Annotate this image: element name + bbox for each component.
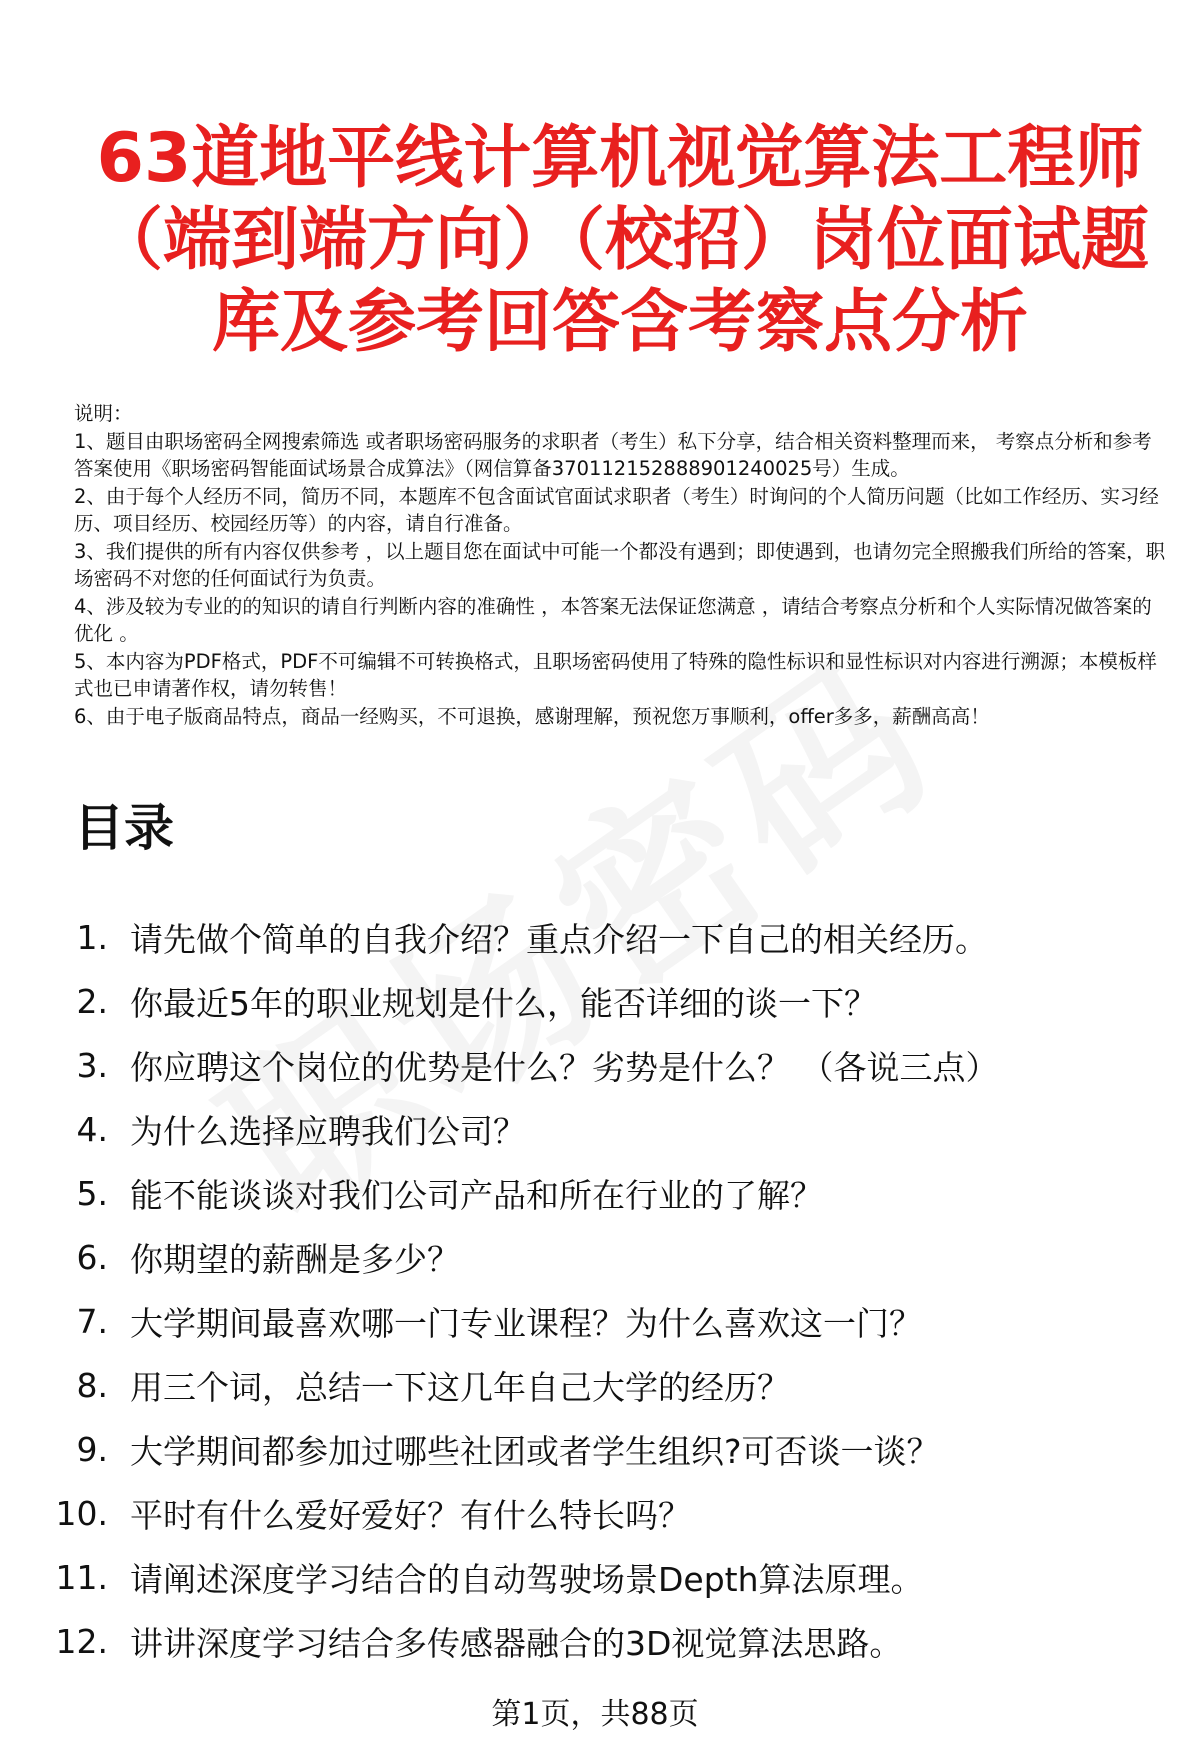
toc-item-text: 平时有什么爱好爱好？有什么特长吗？	[130, 1495, 691, 1535]
toc-item[interactable]	[50, 1225, 1160, 1289]
toc-item-number: 5.	[76, 1173, 108, 1213]
toc-item-text: 大学期间最喜欢哪一门专业课程？为什么喜欢这一门？	[130, 1303, 922, 1343]
instruction-item-5: 5、本内容为PDF格式，PDF不可编辑不可转换格式，且职场密码使用了特殊的隐性标识和显性标识对内容进行溯源；本模板样式也已申请著作权，请勿转售！	[74, 649, 1157, 700]
toc-item-number: 8.	[76, 1365, 108, 1405]
title-line-3: 库及参考回答含考察点分析	[211, 283, 1028, 362]
toc-item[interactable]	[50, 1289, 1160, 1353]
toc-list	[50, 905, 1160, 1673]
toc-item-text: 大学期间都参加过哪些社团或者学生组织?可否谈一谈？	[130, 1431, 940, 1471]
instruction-item-2: 2、由于每个人经历不同，简历不同，本题库不包含面试官面试求职者（考生）时询问的个人简历问题（比如工作经历、实习经历、项目经历、校园经历等）的内容，请自行准备。	[74, 484, 1159, 535]
toc-item[interactable]	[50, 1545, 1160, 1609]
toc-item-number: 2.	[76, 981, 108, 1021]
instruction-item-3: 3、我们提供的所有内容仅供参考 ，以上题目您在面试中可能一个都没有遇到；即使遇到，也请勿完全照搬我们所给的答案，职场密码不对您的任何面试行为负责。	[74, 539, 1166, 590]
instruction-item-6: 6、由于电子版商品特点，商品一经购买，不可退换，感谢理解，预祝您万事顺利，offer多多，薪酬高高！	[74, 704, 990, 728]
toc-heading: 目录	[74, 799, 174, 857]
toc-item-number: 4.	[76, 1109, 108, 1149]
toc-item-text: 讲讲深度学习结合多传感器融合的3D视觉算法思路。	[130, 1623, 903, 1663]
toc-item[interactable]	[50, 905, 1160, 969]
toc-item[interactable]	[50, 1417, 1160, 1481]
title-line-2: （端到端方向）（校招）岗位面试题	[95, 201, 1150, 280]
toc-item-text: 为什么选择应聘我们公司？	[130, 1111, 526, 1151]
toc-item[interactable]	[50, 1097, 1160, 1161]
toc-item-number: 12.	[55, 1621, 108, 1661]
instruction-item-1: 1、题目由职场密码全网搜索筛选 或者职场密码服务的求职者（考生）私下分享，结合相关资料整理而来， 考察点分析和参考答案使用《职场密码智能面试场景合成算法》（网信算备370112152888901240025号）生成。	[74, 429, 1152, 480]
toc-item-number: 6.	[76, 1237, 108, 1277]
instructions-section	[74, 400, 1166, 730]
toc-item-text: 请阐述深度学习结合的自动驾驶场景Depth算法原理。	[130, 1559, 924, 1599]
toc-item-number: 10.	[55, 1493, 108, 1533]
toc-item-number: 3.	[76, 1045, 108, 1085]
toc-item-text: 你期望的薪酬是多少？	[130, 1239, 460, 1279]
toc-item-number: 7.	[76, 1301, 108, 1341]
toc-item-text: 能不能谈谈对我们公司产品和所在行业的了解？	[130, 1175, 823, 1215]
document-title	[95, 118, 1150, 364]
toc-item-number: 9.	[76, 1429, 108, 1469]
toc-item-text: 你最近5年的职业规划是什么，能否详细的谈一下？	[130, 983, 877, 1023]
toc-item[interactable]	[50, 1161, 1160, 1225]
toc-item-text: 请先做个简单的自我介绍？重点介绍一下自己的相关经历。	[130, 919, 988, 959]
page-number: 第1页，共88页	[491, 1697, 699, 1732]
toc-item-number: 1.	[76, 917, 108, 957]
title-line-1: 63道地平线计算机视觉算法工程师	[96, 119, 1144, 198]
toc-item[interactable]	[50, 1609, 1160, 1673]
toc-item[interactable]	[50, 1481, 1160, 1545]
toc-item-text: 用三个词，总结一下这几年自己大学的经历？	[130, 1367, 790, 1407]
toc-item[interactable]	[50, 1033, 1160, 1097]
toc-item-number: 11.	[55, 1557, 108, 1597]
toc-item-text: 你应聘这个岗位的优势是什么？劣势是什么？ （各说三点）	[130, 1047, 999, 1087]
instruction-item-4: 4、涉及较为专业的的知识的请自行判断内容的准确性 ，本答案无法保证您满意 ，请结合考察点分析和个人实际情况做答案的优化 。	[74, 594, 1152, 645]
instructions-heading: 说明：	[74, 402, 133, 425]
toc-item[interactable]	[50, 969, 1160, 1033]
toc-item[interactable]	[50, 1353, 1160, 1417]
